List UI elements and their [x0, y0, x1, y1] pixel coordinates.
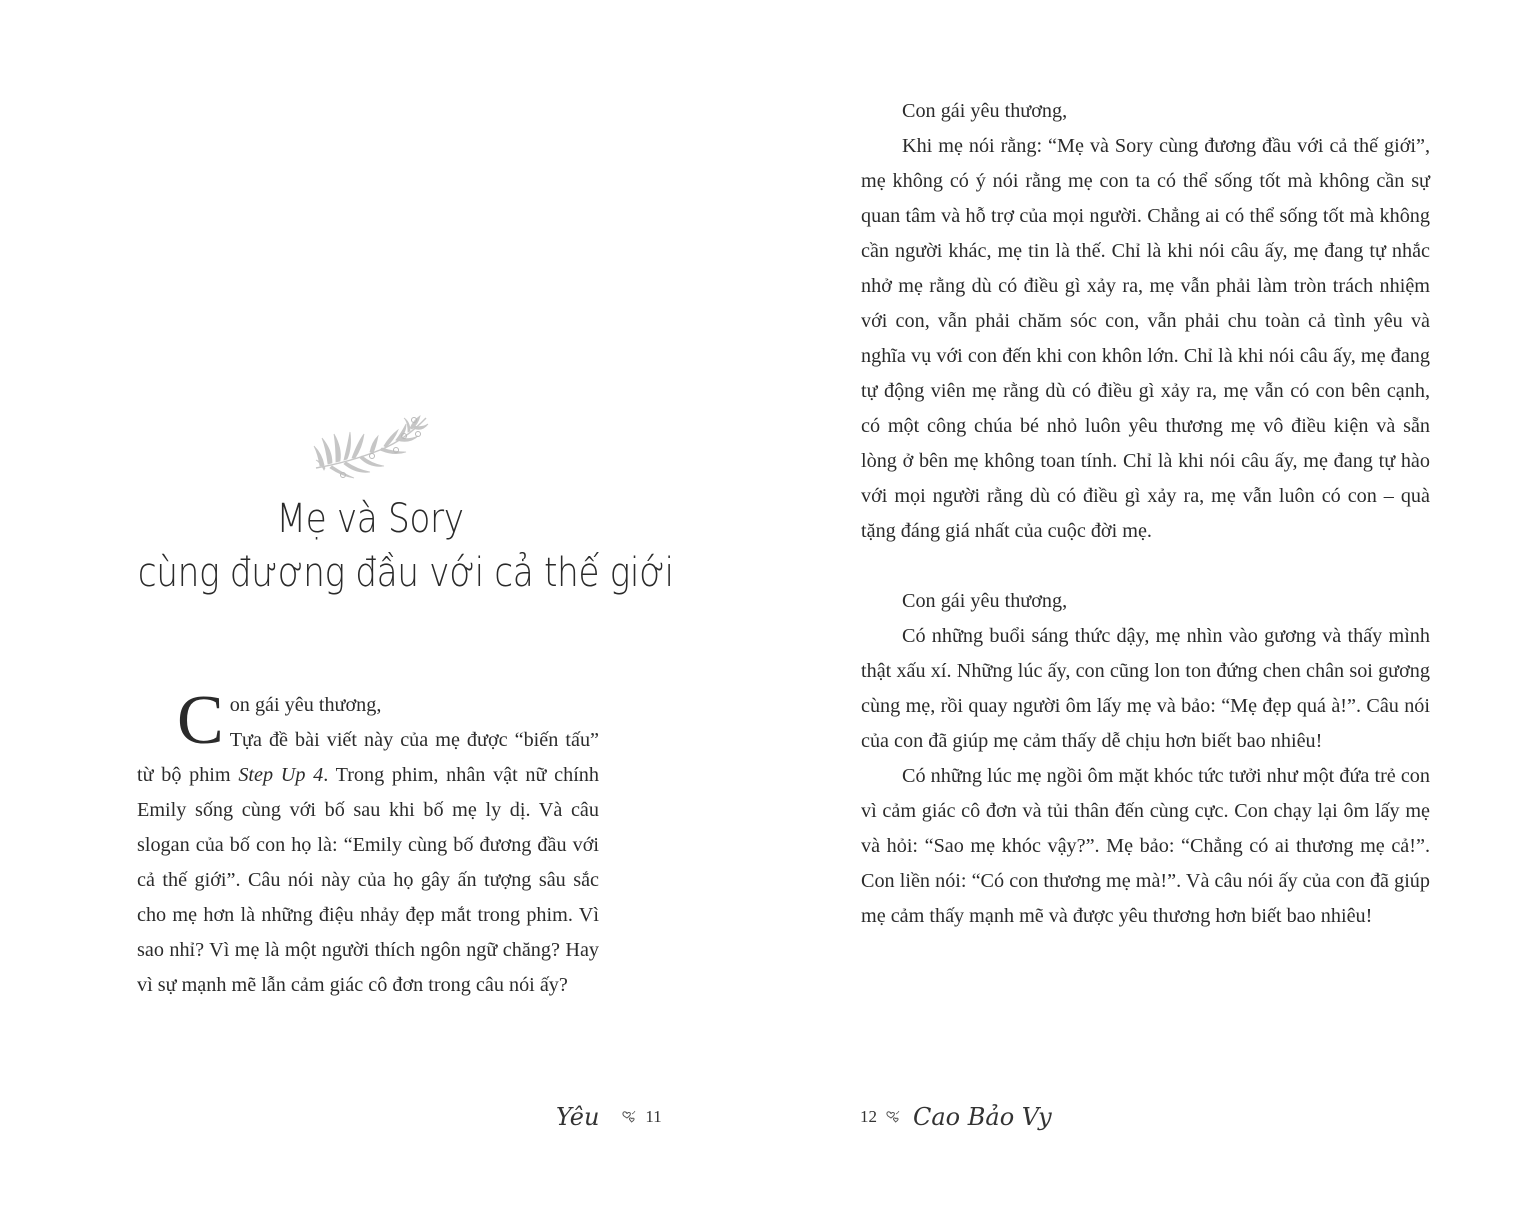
page-number: 11	[645, 1107, 662, 1126]
intro-text-start: Tựa đề bài viết này của mẹ được “biến tấu” từ bộ phim	[137, 729, 599, 786]
hearts-icon	[885, 1110, 901, 1124]
salutation: on gái yêu thương,	[229, 694, 382, 716]
paragraph: Có những buổi sáng thức dậy, mẹ nhìn vào gương và thấy mình thật xấu xí. Những lúc ấy, con cũng lon ton đứng chen chân soi gương cùng mẹ, rồi quay người ôm lấy mẹ và bảo: “Mẹ đẹp quá à!”. Câu nói của con đã giúp mẹ cảm thấy dễ chịu hơn biết bao nhiêu!	[861, 625, 1430, 752]
chapter-title-line-2: cùng đương đầu với cả thế giới	[137, 550, 674, 596]
right-page-footer	[860, 1100, 1052, 1134]
running-head-book-title: Yêu	[556, 1103, 600, 1131]
right-page	[767, 0, 1534, 1228]
paragraph: Khi mẹ nói rằng: “Mẹ và Sory cùng đương đầu với cả thế giới”, mẹ không có ý nói rằng mẹ con ta có thể sống tốt mà không cần sự quan tâm và hỗ trợ của mọi người. Chẳng ai có thể sống tốt mà không cần người khác, mẹ tin là thế. Chỉ là khi nói câu ấy, mẹ đang tự nhắc nhở mẹ rằng dù có điều gì xảy ra, mẹ vẫn phải làm tròn trách nhiệm với con, vẫn phải chăm sóc con, vẫn phải chu toàn cả tình yêu và nghĩa vụ với con đến khi con khôn lớn. Chỉ là khi nói câu ấy, mẹ đang tự động viên mẹ rằng dù có điều gì xảy ra, mẹ vẫn có con bên cạnh, có một công chúa bé nhỏ luôn yêu thương mẹ vô điều kiện và sẵn lòng ở bên mẹ không toan tính. Chỉ là khi nói câu ấy, mẹ đang tự hào với mọi người rằng dù có điều gì xảy ra, mẹ vẫn luôn có con – quà tặng đáng giá nhất của cuộc đời mẹ.	[861, 135, 1430, 542]
hearts-icon	[621, 1110, 637, 1124]
intro-text-rest: . Trong phim, nhân vật nữ chính Emily sống cùng với bố sau khi bố mẹ ly dị. Và câu slogan của bố con họ là: “Emily cùng bố đương đầu với cả thế giới”. Câu nói này của họ gây ấn tượng sâu sắc cho mẹ hơn là những điệu nhảy đẹp mắt trong phim. Vì sao nhỉ? Vì mẹ là một người thích ngôn ngữ chăng? Hay vì sự mạnh mẽ lẫn cảm giác cô đơn trong câu nói ấy?	[137, 764, 599, 996]
salutation: Con gái yêu thương,	[902, 590, 1068, 612]
chapter-title	[137, 492, 674, 600]
right-body-text	[861, 94, 1430, 934]
running-head-author: Cao Bảo Vy	[913, 1103, 1052, 1131]
left-page-footer	[556, 1100, 662, 1134]
intro-paragraph	[137, 723, 599, 1003]
page-number: 12	[860, 1107, 877, 1126]
chapter-title-line-1: Mẹ và Sory	[276, 496, 464, 542]
drop-cap: C	[177, 682, 224, 759]
salutation: Con gái yêu thương,	[902, 100, 1068, 122]
section-gap	[861, 549, 1430, 584]
leaf-branch-icon	[310, 412, 432, 480]
movie-title: Step Up 4	[238, 764, 324, 786]
paragraph: Có những lúc mẹ ngồi ôm mặt khóc tức tưởi như một đứa trẻ con vì cảm giác cô đơn và tủi thân đến cùng cực. Con chạy lại ôm lấy mẹ và hỏi: “Sao mẹ khóc vậy?”. Mẹ bảo: “Chẳng có ai thương mẹ cả!”. Con liền nói: “Có con thương mẹ mà!”. Và câu nói ấy của con đã giúp mẹ cảm thấy mạnh mẽ và được yêu thương hơn biết bao nhiêu!	[861, 765, 1430, 927]
left-body-text	[137, 682, 599, 1003]
